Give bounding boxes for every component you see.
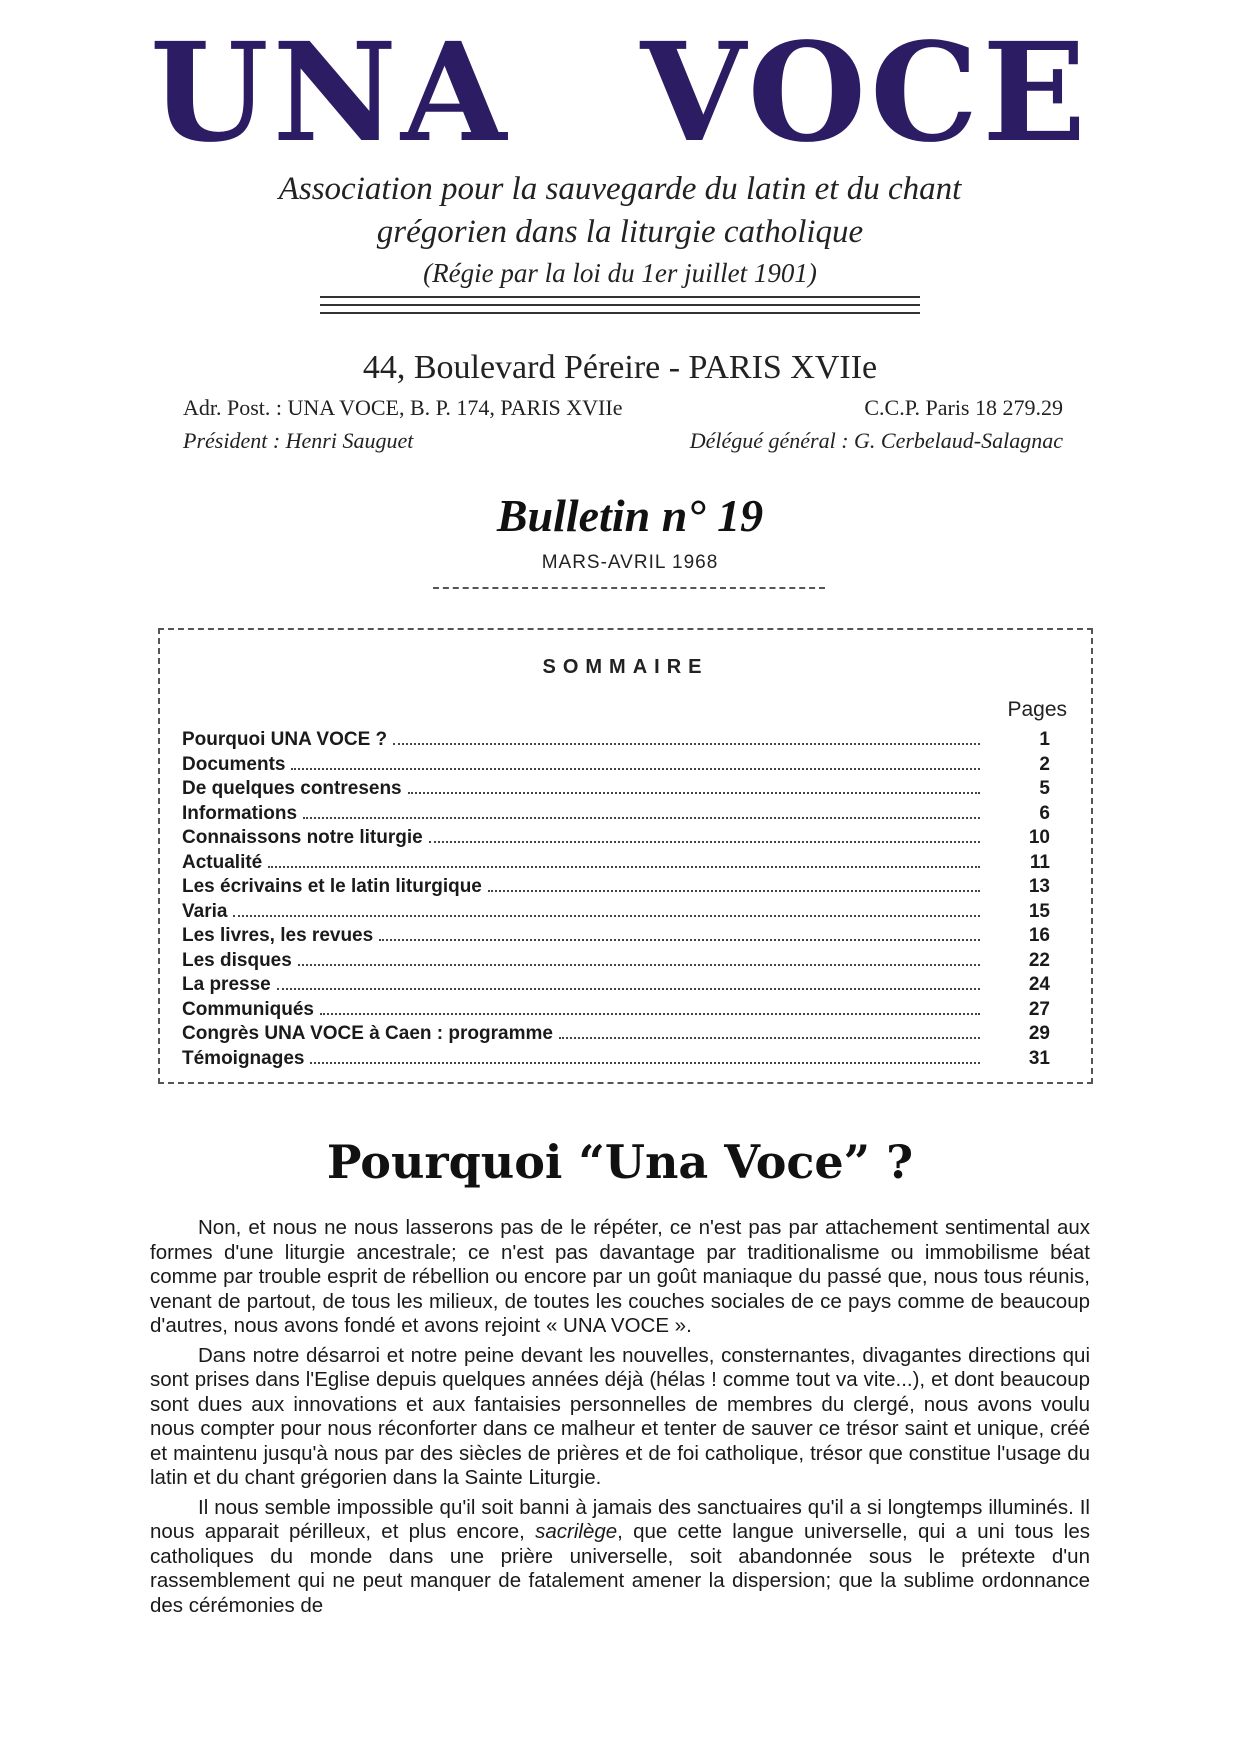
postal-address: Adr. Post. : UNA VOCE, B. P. 174, PARIS XVIIe (183, 395, 623, 420)
leader-dots (408, 792, 980, 794)
toc-entry[interactable] (182, 949, 1062, 974)
toc-entry-label: Pourquoi UNA VOCE ? (182, 729, 388, 750)
leader-dots (320, 1013, 980, 1015)
toc-entry-page: 16 (1028, 925, 1050, 946)
divider-rule (320, 304, 920, 306)
toc-entry-page: 15 (1028, 900, 1050, 922)
toc-entry[interactable] (182, 1047, 1062, 1072)
leader-dots (559, 1037, 980, 1039)
toc-entry-page: 10 (1028, 827, 1050, 848)
toc-entry[interactable] (182, 753, 1062, 778)
toc-list (182, 728, 1062, 1071)
bulletin-date: MARS-AVRIL 1968 (541, 552, 719, 573)
toc-entry-page: 5 (1039, 778, 1050, 799)
toc-entry[interactable] (182, 900, 1062, 925)
toc-pages-header: Pages (1007, 698, 1067, 721)
toc-title: SOMMAIRE (542, 656, 709, 678)
toc-entry-page: 2 (1039, 753, 1050, 775)
toc-entry-label: Actualité (182, 851, 263, 873)
toc-entry-page: 29 (1028, 1023, 1050, 1044)
toc-entry-page: 22 (1028, 949, 1050, 971)
toc-entry-page: 27 (1028, 998, 1050, 1020)
divider-rule (320, 296, 920, 298)
toc-entry-label: Congrès UNA VOCE à Caen : programme (182, 1023, 553, 1044)
triple-rule (320, 296, 920, 320)
date-underline (433, 587, 825, 589)
leader-dots (268, 866, 980, 868)
leader-dots (233, 915, 980, 917)
divider-rule (320, 312, 920, 314)
article-title: Pourquoi “Una Voce” ? (326, 1135, 914, 1189)
paragraph: Non, et nous ne nous lasserons pas de le répéter, ce n'est pas par attachement sentimental aux formes d'une liturgie ancestrale; ce n'est pas davantage par traditionalisme ou immobilisme béat comme par trouble esprit de rébellion ou encore par un goût maniaque du passé que, nous tous réunis, venant de partout, de tous les milieux, de toutes les couches sociales de ce pays comme de beaucoup d'autres, nous avons fondé et avons rejoint « UNA VOCE ». (150, 1216, 1090, 1337)
leader-dots (298, 964, 980, 966)
subtitle-line-2: grégorien dans la liturgie catholique (376, 214, 864, 250)
table-of-contents (158, 628, 1093, 1084)
article-body (150, 1216, 1090, 1623)
toc-entry[interactable] (182, 875, 1062, 900)
toc-entry-label: La presse (182, 974, 271, 995)
toc-entry-label: Documents (182, 753, 286, 775)
delegate-general: Délégué général : G. Cerbelaud-Salagnac (689, 428, 1063, 453)
toc-entry-label: Les livres, les revues (182, 925, 374, 946)
paragraph-text: , que cette langue universelle, qui a uni tous les catholiques du monde dans une prière universelle, soit abandonnée sous le prétexte d'un rassemblement qui ne peut manquer de fatalement amener la dispersion; que la sublime ordonnance des cérémonies de (150, 1520, 1090, 1617)
toc-entry-label: Les disques (182, 949, 292, 971)
bulletin-title: Bulletin n° 19 (496, 490, 764, 541)
toc-entry-label: Connaissons notre liturgie (182, 827, 423, 848)
toc-entry-label: Informations (182, 802, 298, 824)
subtitle-line-3: (Régie par la loi du 1er juillet 1901) (423, 258, 817, 288)
ccp-number: C.C.P. Paris 18 279.29 (864, 395, 1063, 420)
emphasis-text: sacrilège (535, 1520, 618, 1543)
masthead-word-una: UNA (150, 13, 511, 173)
masthead-word-voce: VOCE (640, 13, 1090, 173)
toc-entry[interactable] (182, 728, 1062, 753)
leader-dots (379, 939, 980, 941)
leader-dots (277, 988, 980, 990)
toc-entry[interactable] (182, 826, 1062, 851)
toc-entry-label: Communiqués (182, 998, 314, 1020)
paragraph-text: Il nous semble impossible qu'il soit banni à jamais des sanctuaires qu'il a si longtemps illuminés. Il nous apparait périlleux, et plus encore, (150, 1495, 1090, 1543)
toc-entry-label: Témoignages (182, 1047, 305, 1069)
paragraph: Dans notre désarroi et notre peine devant les nouvelles, consternantes, divagantes directions qui sont prises dans l'Eglise depuis quelques années déjà (hélas ! comme tout va vite...), et dont beaucoup sont dues aux innovations et aux fantaisies personnelles de membres du clergé, nous avons voulu nous compter pour nous réconforter dans ce malheur et tenter de sauver ce trésor saint et unique, créé et maintenu jusqu'à nous par des siècles de prières et de foi catholique, trésor que constitue l'usage du latin et du chant grégorien dans la Sainte Liturgie. (150, 1343, 1090, 1489)
leader-dots (310, 1062, 980, 1064)
toc-entry-page: 11 (1029, 851, 1050, 873)
leader-dots (303, 817, 980, 819)
toc-entry-label: De quelques contresens (182, 778, 402, 799)
officers-line (183, 426, 1063, 456)
leader-dots (488, 890, 980, 892)
subtitle-line-1: Association pour la sauvegarde du latin et du chant (278, 171, 962, 207)
toc-entry-label: Les écrivains et le latin liturgique (182, 876, 482, 897)
toc-entry[interactable] (182, 851, 1062, 876)
masthead (150, 13, 1090, 173)
toc-entry[interactable] (182, 924, 1062, 949)
toc-entry-page: 24 (1028, 974, 1050, 995)
main-address: 44, Boulevard Péreire - PARIS XVIIe (362, 349, 878, 386)
leader-dots (429, 841, 980, 843)
toc-entry-page: 6 (1039, 802, 1050, 824)
toc-entry[interactable] (182, 777, 1062, 802)
toc-entry-label: Varia (182, 900, 228, 922)
leader-dots (393, 743, 980, 745)
toc-entry[interactable] (182, 1022, 1062, 1047)
leader-dots (291, 768, 980, 770)
toc-entry[interactable] (182, 973, 1062, 998)
toc-entry[interactable] (182, 802, 1062, 827)
toc-entry-page: 31 (1028, 1047, 1050, 1069)
toc-entry[interactable] (182, 998, 1062, 1023)
toc-entry-page: 1 (1039, 729, 1050, 750)
association-subtitle (140, 168, 1100, 292)
paragraph (150, 1496, 1090, 1619)
president: Président : Henri Sauguet (183, 428, 414, 453)
postal-line (183, 393, 1063, 423)
toc-entry-page: 13 (1028, 876, 1050, 897)
